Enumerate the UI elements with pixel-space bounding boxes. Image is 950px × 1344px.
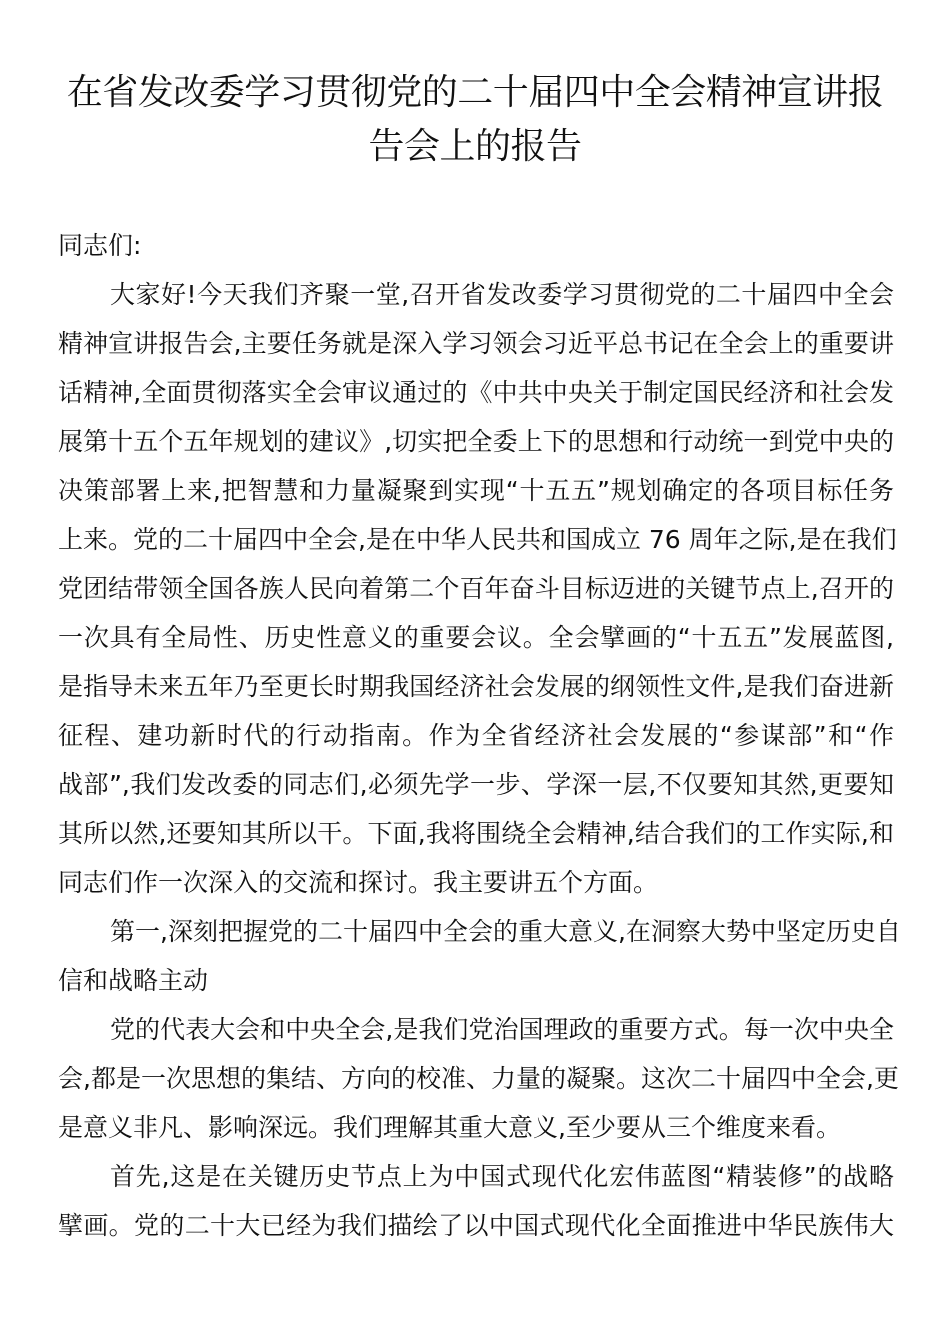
paragraph-line: 擘画。党的二十大已经为我们描绘了以中国式现代化全面推进中华民族伟大 bbox=[58, 1211, 894, 1240]
paragraph-line: 上来。党的二十届四中全会,是在中华人民共和国成立 76 周年之际,是在我们 bbox=[58, 525, 897, 554]
paragraph-start-line: 首先,这是在关键历史节点上为中国式现代化宏伟蓝图“精装修”的战略 bbox=[110, 1162, 894, 1191]
title-line-1: 在省发改委学习贯彻党的二十届四中全会精神宣讲报 bbox=[66, 72, 884, 113]
paragraph-line: 党团结带领全国各族人民向着第二个百年奋斗目标迈进的关键节点上,召开的 bbox=[58, 574, 894, 603]
title-line-2: 告会上的报告 bbox=[368, 126, 582, 167]
paragraph-line: 是意义非凡、影响深远。我们理解其重大意义,至少要从三个维度来看。 bbox=[58, 1113, 841, 1142]
document-body bbox=[58, 221, 901, 1250]
paragraph-line: 精神宣讲报告会,主要任务就是深入学习领会习近平总书记在全会上的重要讲 bbox=[58, 329, 894, 358]
paragraph-start-line: 大家好!今天我们齐聚一堂,召开省发改委学习贯彻党的二十届四中全会 bbox=[110, 280, 894, 309]
paragraph-line: 其所以然,还要知其所以干。下面,我将围绕全会精神,结合我们的工作实际,和 bbox=[58, 819, 894, 848]
paragraph-start-line: 党的代表大会和中央全会,是我们党治国理政的重要方式。每一次中央全 bbox=[110, 1015, 894, 1044]
paragraph-line: 话精神,全面贯彻落实全会审议通过的《中共中央关于制定国民经济和社会发 bbox=[58, 378, 894, 407]
body-text bbox=[58, 270, 901, 1250]
document-title bbox=[40, 66, 910, 174]
paragraph-line: 征程、建功新时代的行动指南。作为全省经济社会发展的“参谋部”和“作 bbox=[58, 721, 894, 750]
paragraph-start-line: 第一,深刻把握党的二十届四中全会的重大意义,在洞察大势中坚定历史自 bbox=[110, 917, 901, 946]
paragraph-line: 展第十五个五年规划的建议》,切实把全委上下的思想和行动统一到党中央的 bbox=[58, 427, 894, 456]
paragraph-line: 一次具有全局性、历史性意义的重要会议。全会擘画的“十五五”发展蓝图, bbox=[58, 623, 894, 652]
paragraph-line: 会,都是一次思想的集结、方向的校准、力量的凝聚。这次二十届四中全会,更 bbox=[58, 1064, 899, 1093]
paragraph-line: 战部”,我们发改委的同志们,必须先学一步、学深一层,不仅要知其然,更要知 bbox=[58, 770, 894, 799]
paragraph-line: 信和战略主动 bbox=[58, 966, 209, 995]
salutation: 同志们: bbox=[58, 231, 142, 260]
paragraph-line: 是指导未来五年乃至更长时期我国经济社会发展的纲领性文件,是我们奋进新 bbox=[58, 672, 894, 701]
paragraph-line: 同志们作一次深入的交流和探讨。我主要讲五个方面。 bbox=[58, 868, 659, 897]
paragraph-line: 决策部署上来,把智慧和力量凝聚到实现“十五五”规划确定的各项目标任务 bbox=[58, 476, 894, 505]
